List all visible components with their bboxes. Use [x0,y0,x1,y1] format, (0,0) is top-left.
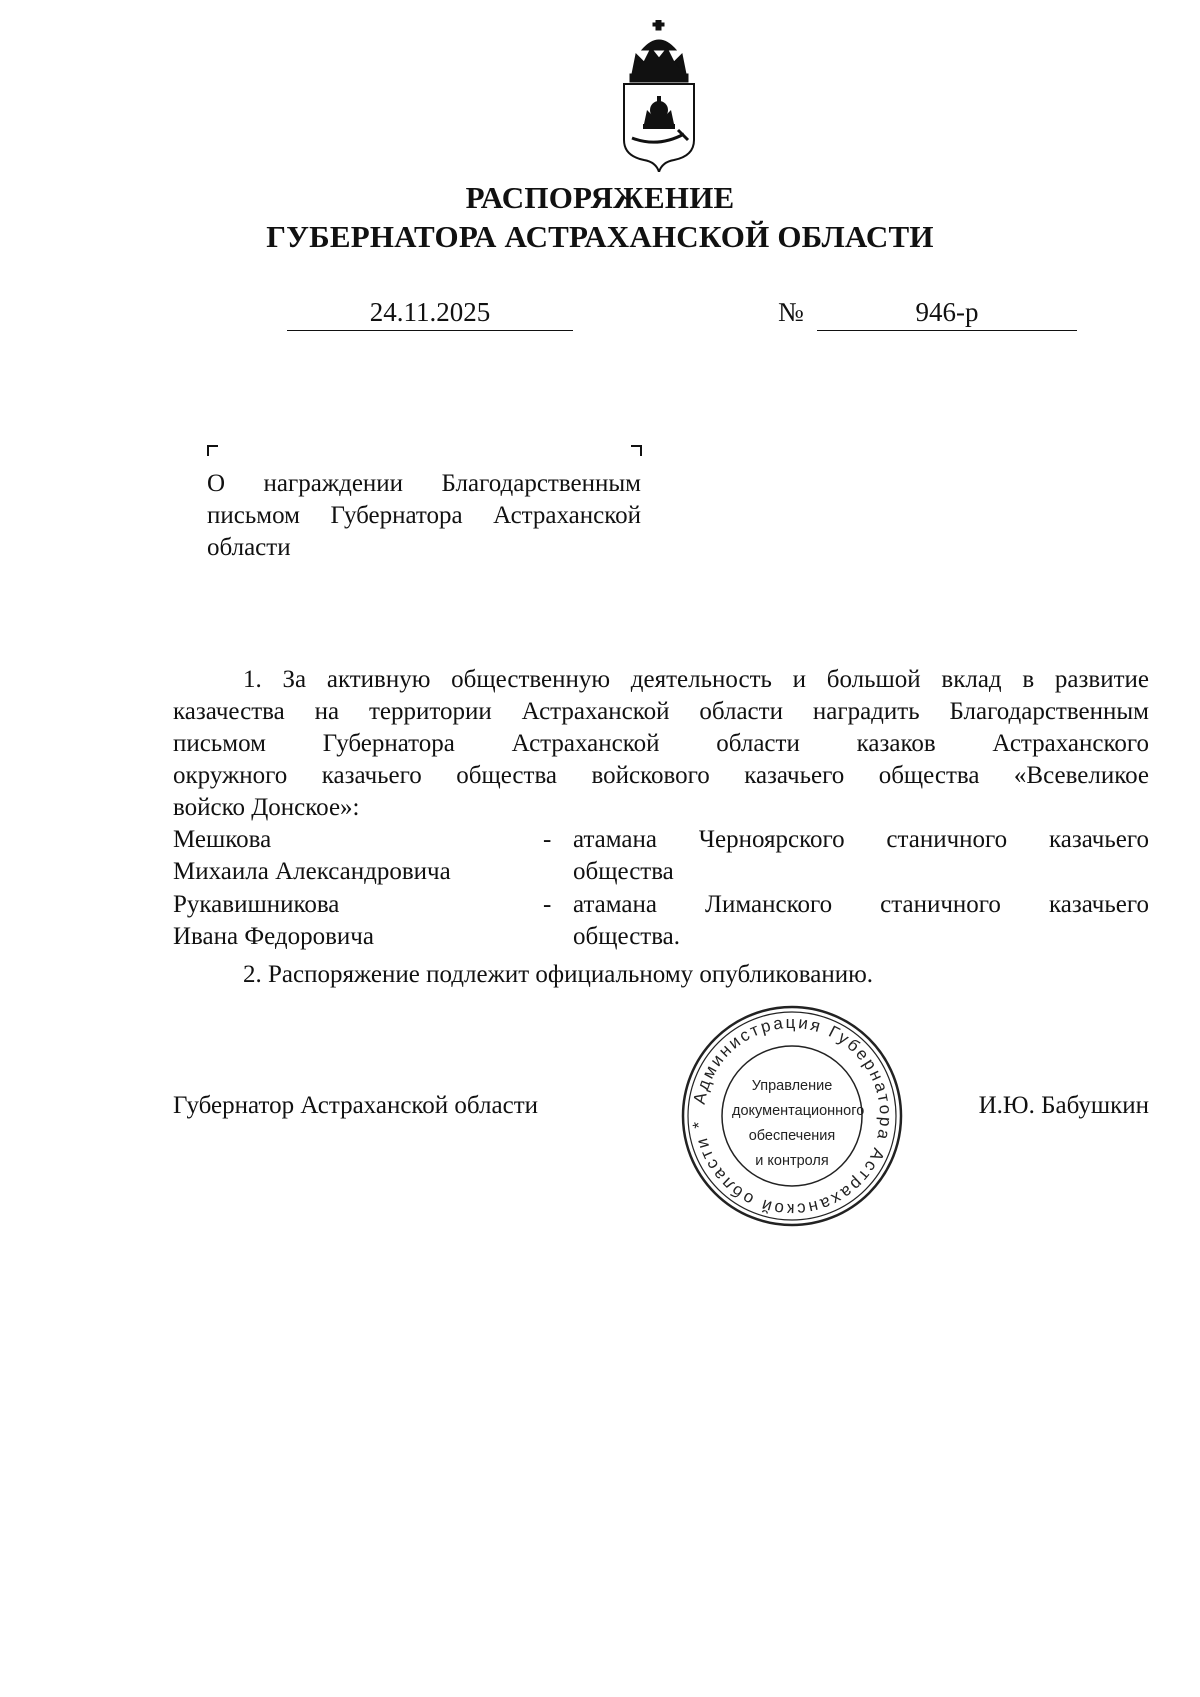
subject-corner-left [207,445,218,456]
awardee-position-line: атамана Лиманского станичного казачьего [573,891,1149,918]
stamp-inner-line: Управление [751,1078,833,1094]
document-number: 946-р [817,294,1077,331]
paragraph-line: окружного казачьего общества войскового казачьего общества «Всевеликое [173,762,1149,789]
stamp-ring-text: Администрация Губернатора Астраханской области * [688,1012,896,1220]
subject-corner-right [631,445,642,456]
document-type-title: РАСПОРЯЖЕНИЕ [465,180,735,215]
awardee-position-line: общества [573,858,674,885]
number-label: № [778,297,804,327]
awardee-1-name [173,824,451,888]
awardee-2-dash: - [543,891,552,918]
issuer-title: ГУБЕРНАТОРА АСТРАХАНСКОЙ ОБЛАСТИ [266,219,934,254]
paragraph-1 [173,664,1149,824]
signatory-title: Губернатор Астраханской области [173,1092,539,1119]
official-stamp [680,1004,904,1228]
awardee-1-position [573,824,1149,888]
stamp-inner-line: документационного [732,1103,865,1119]
awardee-position-line: общества. [573,923,681,950]
awardee-given-names: Михаила Александровича [173,858,451,885]
subject-line: письмом Губернатора Астраханской [207,502,641,529]
paragraph-2: 2. Распоряжение подлежит официальному опубликованию. [243,961,874,988]
stamp-inner-line: обеспечения [748,1128,836,1144]
awardee-surname: Мешкова [173,826,272,853]
awardee-2-name [173,889,374,953]
subject-line: О награждении Благодарственным [207,470,641,497]
awardee-position-line: атамана Черноярского станичного казачьего [573,826,1149,853]
paragraph-line: казачества на территории Астраханской области наградить Благодарственным [173,698,1149,725]
subject-line: области [207,534,291,561]
document-date: 24.11.2025 [287,294,573,331]
awardee-surname: Рукавишникова [173,891,340,918]
astrakhan-coat-of-arms-icon [618,20,700,172]
paragraph-line: 1. За активную общественную деятельность и большой вклад в развитие [243,666,1149,693]
awardee-1-dash: - [543,826,552,853]
stamp-inner-line: и контроля [755,1153,829,1169]
awardee-given-names: Ивана Федоровича [173,923,374,950]
awardee-2-position [573,889,1149,953]
stamp-inner-text [732,1074,865,1174]
document-subject [207,468,641,564]
paragraph-line: письмом Губернатора Астраханской области казаков Астраханского [173,730,1149,757]
signatory-name: И.Ю. Бабушкин [978,1092,1149,1119]
coat-of-arms-emblem [618,20,700,172]
paragraph-line: войско Донское»: [173,794,360,821]
